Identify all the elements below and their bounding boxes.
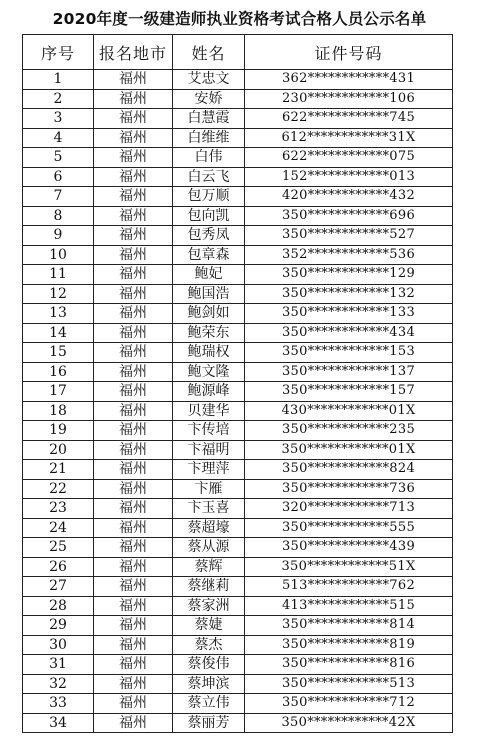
cell-city: 福州: [94, 674, 173, 694]
cell-city: 福州: [94, 401, 173, 421]
cell-id-number: 413************515: [245, 596, 453, 616]
cell-city: 福州: [94, 265, 173, 285]
cell-city: 福州: [94, 460, 173, 480]
table-row: [23, 382, 453, 402]
cell-name: 包万顺: [173, 187, 245, 207]
cell-id-number: 622************745: [245, 109, 453, 129]
cell-city: 福州: [94, 557, 173, 577]
table-row: [23, 421, 453, 441]
cell-index: 16: [23, 362, 94, 382]
table-row: [23, 635, 453, 655]
cell-id-number: 350************824: [245, 460, 453, 480]
cell-id-number: 350************819: [245, 635, 453, 655]
cell-id-number: 152************013: [245, 167, 453, 187]
table-row: [23, 226, 453, 246]
cell-name: 蔡辉: [173, 557, 245, 577]
cell-name: 鲍剑如: [173, 304, 245, 324]
cell-name: 包向凯: [173, 206, 245, 226]
cell-id-number: 320************713: [245, 499, 453, 519]
table-row: [23, 713, 453, 733]
header-id-number: 证件号码: [245, 35, 453, 70]
cell-id-number: 350************235: [245, 421, 453, 441]
cell-city: 福州: [94, 440, 173, 460]
cell-id-number: 350************137: [245, 362, 453, 382]
cell-index: 2: [23, 89, 94, 109]
cell-name: 蔡俊伟: [173, 655, 245, 675]
cell-name: 蔡立伟: [173, 694, 245, 714]
table-row: [23, 89, 453, 109]
cell-name: 卞理萍: [173, 460, 245, 480]
table-row: [23, 499, 453, 519]
table-row: [23, 109, 453, 129]
cell-name: 鲍文隆: [173, 362, 245, 382]
cell-index: 12: [23, 284, 94, 304]
cell-id-number: 622************075: [245, 148, 453, 168]
cell-city: 福州: [94, 226, 173, 246]
cell-index: 22: [23, 479, 94, 499]
cell-id-number: 350************555: [245, 518, 453, 538]
table-row: [23, 401, 453, 421]
table-row: [23, 440, 453, 460]
cell-index: 33: [23, 694, 94, 714]
cell-id-number: 350************736: [245, 479, 453, 499]
cell-id-number: 362************431: [245, 70, 453, 90]
cell-index: 6: [23, 167, 94, 187]
cell-city: 福州: [94, 596, 173, 616]
cell-index: 4: [23, 128, 94, 148]
cell-id-number: 352************536: [245, 245, 453, 265]
table-row: [23, 304, 453, 324]
cell-city: 福州: [94, 304, 173, 324]
table-row: [23, 655, 453, 675]
cell-index: 11: [23, 265, 94, 285]
cell-name: 卞福明: [173, 440, 245, 460]
cell-city: 福州: [94, 148, 173, 168]
cell-index: 5: [23, 148, 94, 168]
cell-city: 福州: [94, 382, 173, 402]
cell-name: 贝建华: [173, 401, 245, 421]
cell-id-number: 350************133: [245, 304, 453, 324]
table-row: [23, 479, 453, 499]
cell-id-number: 350************153: [245, 343, 453, 363]
cell-name: 卞雁: [173, 479, 245, 499]
cell-city: 福州: [94, 421, 173, 441]
cell-id-number: 350************157: [245, 382, 453, 402]
cell-index: 24: [23, 518, 94, 538]
table-row: [23, 206, 453, 226]
cell-index: 18: [23, 401, 94, 421]
table-row: [23, 265, 453, 285]
cell-city: 福州: [94, 323, 173, 343]
cell-city: 福州: [94, 616, 173, 636]
cell-index: 17: [23, 382, 94, 402]
table-header-row: [23, 35, 453, 70]
cell-id-number: 350************439: [245, 538, 453, 558]
cell-id-number: 350************527: [245, 226, 453, 246]
table-row: [23, 128, 453, 148]
cell-city: 福州: [94, 284, 173, 304]
header-index: 序号: [23, 35, 94, 70]
cell-index: 1: [23, 70, 94, 90]
cell-name: 白云飞: [173, 167, 245, 187]
cell-index: 10: [23, 245, 94, 265]
table-row: [23, 343, 453, 363]
cell-name: 蔡超壕: [173, 518, 245, 538]
cell-city: 福州: [94, 167, 173, 187]
cell-index: 23: [23, 499, 94, 519]
cell-city: 福州: [94, 89, 173, 109]
cell-name: 蔡丽芳: [173, 713, 245, 733]
cell-city: 福州: [94, 109, 173, 129]
cell-index: 30: [23, 635, 94, 655]
cell-city: 福州: [94, 499, 173, 519]
table-row: [23, 167, 453, 187]
cell-name: 白慧霞: [173, 109, 245, 129]
cell-index: 13: [23, 304, 94, 324]
cell-name: 鲍荣东: [173, 323, 245, 343]
table-row: [23, 596, 453, 616]
table-row: [23, 577, 453, 597]
cell-index: 19: [23, 421, 94, 441]
table-row: [23, 616, 453, 636]
cell-id-number: 350************51X: [245, 557, 453, 577]
cell-index: 8: [23, 206, 94, 226]
cell-city: 福州: [94, 187, 173, 207]
table-row: [23, 557, 453, 577]
cell-index: 3: [23, 109, 94, 129]
candidates-table: [22, 34, 453, 733]
table-body: [23, 70, 453, 733]
table-row: [23, 245, 453, 265]
header-city: 报名地市: [94, 35, 173, 70]
cell-city: 福州: [94, 343, 173, 363]
table-row: [23, 187, 453, 207]
cell-name: 蔡坤滨: [173, 674, 245, 694]
cell-id-number: 350************01X: [245, 440, 453, 460]
header-name: 姓名: [173, 35, 245, 70]
cell-id-number: 513************762: [245, 577, 453, 597]
cell-name: 卞传培: [173, 421, 245, 441]
cell-index: 27: [23, 577, 94, 597]
cell-name: 白维维: [173, 128, 245, 148]
table-row: [23, 70, 453, 90]
cell-name: 白伟: [173, 148, 245, 168]
cell-city: 福州: [94, 577, 173, 597]
cell-name: 艾忠文: [173, 70, 245, 90]
cell-id-number: 350************816: [245, 655, 453, 675]
cell-name: 鲍源峰: [173, 382, 245, 402]
cell-id-number: 350************712: [245, 694, 453, 714]
cell-name: 鲍国浩: [173, 284, 245, 304]
cell-index: 31: [23, 655, 94, 675]
cell-city: 福州: [94, 635, 173, 655]
page-title: 2020年度一级建造师执业资格考试合格人员公示名单: [52, 10, 427, 28]
table-row: [23, 538, 453, 558]
cell-name: 卞玉喜: [173, 499, 245, 519]
cell-index: 25: [23, 538, 94, 558]
cell-id-number: 350************513: [245, 674, 453, 694]
table-row: [23, 460, 453, 480]
cell-index: 9: [23, 226, 94, 246]
cell-index: 7: [23, 187, 94, 207]
cell-id-number: 350************434: [245, 323, 453, 343]
cell-city: 福州: [94, 538, 173, 558]
cell-id-number: 430************01X: [245, 401, 453, 421]
cell-name: 鲍妃: [173, 265, 245, 285]
cell-name: 安娇: [173, 89, 245, 109]
cell-index: 14: [23, 323, 94, 343]
cell-name: 蔡家洲: [173, 596, 245, 616]
cell-name: 包秀凤: [173, 226, 245, 246]
cell-city: 福州: [94, 713, 173, 733]
table-row: [23, 694, 453, 714]
cell-id-number: 350************132: [245, 284, 453, 304]
table-row: [23, 284, 453, 304]
cell-id-number: 350************814: [245, 616, 453, 636]
cell-index: 21: [23, 460, 94, 480]
cell-city: 福州: [94, 518, 173, 538]
cell-id-number: 350************696: [245, 206, 453, 226]
cell-city: 福州: [94, 655, 173, 675]
cell-id-number: 350************129: [245, 265, 453, 285]
cell-city: 福州: [94, 694, 173, 714]
cell-id-number: 230************106: [245, 89, 453, 109]
cell-name: 蔡继莉: [173, 577, 245, 597]
cell-city: 福州: [94, 362, 173, 382]
cell-name: 蔡杰: [173, 635, 245, 655]
cell-index: 28: [23, 596, 94, 616]
cell-index: 32: [23, 674, 94, 694]
cell-city: 福州: [94, 70, 173, 90]
cell-id-number: 350************42X: [245, 713, 453, 733]
cell-name: 鲍瑞权: [173, 343, 245, 363]
table-row: [23, 518, 453, 538]
cell-name: 包章森: [173, 245, 245, 265]
table-row: [23, 148, 453, 168]
cell-index: 26: [23, 557, 94, 577]
cell-id-number: 420************432: [245, 187, 453, 207]
cell-name: 蔡从源: [173, 538, 245, 558]
cell-index: 34: [23, 713, 94, 733]
cell-index: 29: [23, 616, 94, 636]
cell-city: 福州: [94, 128, 173, 148]
cell-city: 福州: [94, 479, 173, 499]
cell-id-number: 612************31X: [245, 128, 453, 148]
cell-city: 福州: [94, 206, 173, 226]
cell-index: 15: [23, 343, 94, 363]
cell-city: 福州: [94, 245, 173, 265]
table-row: [23, 323, 453, 343]
table-row: [23, 674, 453, 694]
table-row: [23, 362, 453, 382]
cell-name: 蔡婕: [173, 616, 245, 636]
cell-index: 20: [23, 440, 94, 460]
